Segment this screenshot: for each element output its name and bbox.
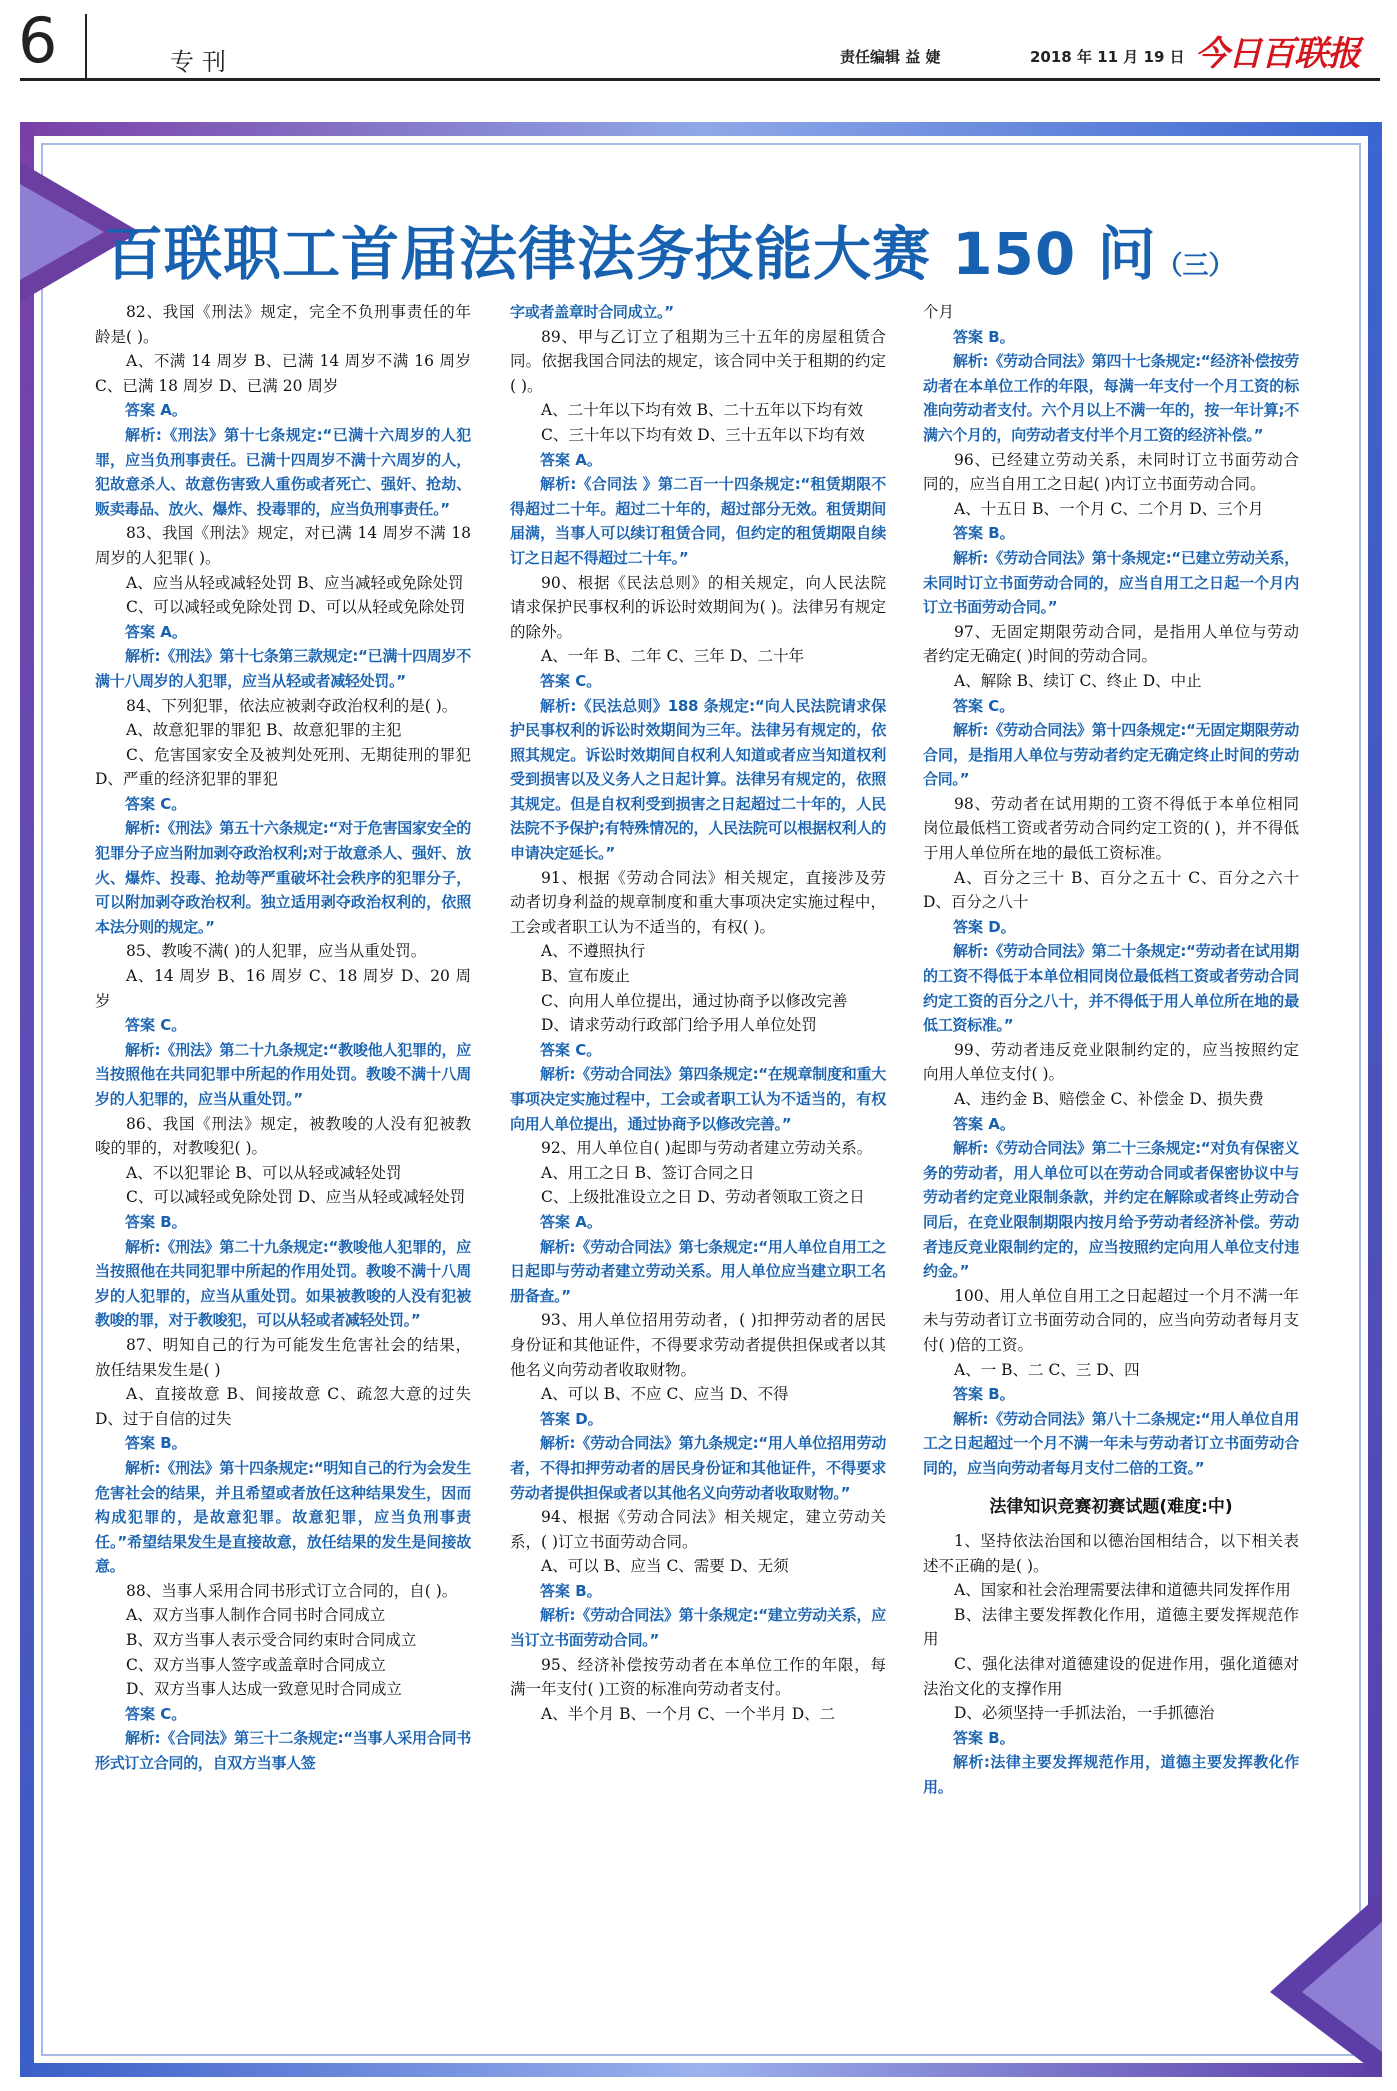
answer-options: A、14 周岁 B、16 周岁 C、18 周岁 D、20 周岁 bbox=[95, 967, 471, 1010]
answer-key: 答案 B。 bbox=[953, 524, 1015, 543]
answer-key: 答案 C。 bbox=[540, 1040, 602, 1059]
answer-options: A、直接故意 B、间接故意 C、疏忽大意的过失 D、过于自信的过失 bbox=[95, 1385, 471, 1428]
explanation: 解析:《民法总则》188 条规定:“向人民法院请求保护民事权利的诉讼时效期间为三年。法律另有规定的，依照其规定。诉讼时效期间自权利人知道或者应当知道权利受到损害以及义务人之日起计算。法律另有规定的，依照其规定。但是自权利受到损害之日起超过二十年的，人民法院不予保护;有特殊情况的，人民法院可以根据权利人的申请决定延长。” bbox=[510, 696, 886, 863]
explanation: 解析:法律主要发挥规范作用，道德主要发挥教化作用。 bbox=[923, 1753, 1299, 1797]
answer-options: C、双方当事人签字或盖章时合同成立 bbox=[126, 1655, 386, 1674]
answer-options: A、国家和社会治理需要法律和道德共同发挥作用 bbox=[954, 1581, 1291, 1600]
answer-options: A、故意犯罪的罪犯 B、故意犯罪的主犯 bbox=[126, 721, 402, 740]
question-text: 89、甲与乙订立了租期为三十五年的房屋租赁合同。依据我国合同法的规定，该合同中关于租期的约定( )。 bbox=[510, 327, 886, 395]
explanation: 解析:《劳动合同法》第四十七条规定:“经济补偿按劳动者在本单位工作的年限，每满一年支付一个月工资的标准向劳动者支付。六个月以上不满一年的，按一年计算;不满六个月的，向劳动者支付半个月工资的经济补偿。” bbox=[923, 352, 1299, 444]
answer-key: 答案 B。 bbox=[953, 1385, 1015, 1404]
answer-options: A、十五日 B、一个月 C、二个月 D、三个月 bbox=[954, 499, 1264, 518]
column-3 bbox=[923, 300, 1299, 1800]
answer-key: 答案 B。 bbox=[953, 327, 1015, 346]
answer-key: 答案 A。 bbox=[953, 1114, 1015, 1133]
question-text: 85、教唆不满( )的人犯罪，应当从重处罚。 bbox=[126, 942, 427, 961]
answer-options: A、不以犯罪论 B、可以从轻或减轻处罚 bbox=[126, 1163, 402, 1182]
explanation: 解析:《合同法》第三十二条规定:“当事人采用合同书形式订立合同的，自双方当事人签 bbox=[95, 1729, 471, 1773]
column-1 bbox=[95, 300, 471, 1776]
answer-key: 答案 C。 bbox=[125, 794, 187, 813]
question-text: 82、我国《刑法》规定，完全不负刑事责任的年龄是( )。 bbox=[95, 303, 471, 346]
answer-key: 答案 A。 bbox=[540, 1212, 602, 1231]
explanation: 解析:《刑法》第五十六条规定:“对于危害国家安全的犯罪分子应当附加剥夺政治权利;对于故意杀人、强奸、放火、爆炸、投毒、抢劫等严重破坏社会秩序的犯罪分子，可以附加剥夺政治权利。独立适用剥夺政治权利的，依照本法分则的规定。” bbox=[95, 819, 471, 936]
explanation: 解析:《劳动合同法》第八十二条规定:“用人单位自用工之日起超过一个月不满一年未与劳动者订立书面劳动合同的，应当向劳动者每月支付二倍的工资。” bbox=[923, 1409, 1299, 1477]
explanation: 解析:《劳动合同法》第四条规定:“在规章制度和重大事项决定实施过程中，工会或者职工认为不适当的，有权向用人单位提出，通过协商予以修改完善。” bbox=[510, 1065, 886, 1133]
question-text: 88、当事人采用合同书形式订立合同的，自( )。 bbox=[126, 1581, 458, 1600]
question-text: 86、我国《刑法》规定，被教唆的人没有犯被教唆的罪的，对教唆犯( )。 bbox=[95, 1114, 471, 1158]
answer-key: 答案 C。 bbox=[125, 1016, 187, 1035]
answer-options: D、双方当事人达成一致意见时合同成立 bbox=[126, 1680, 402, 1699]
answer-key: 答案 D。 bbox=[953, 917, 1016, 936]
header-rule bbox=[20, 78, 1380, 81]
answer-options: A、双方当事人制作合同书时合同成立 bbox=[126, 1606, 386, 1625]
answer-options: A、半个月 B、一个月 C、一个半月 D、二 bbox=[541, 1704, 836, 1723]
answer-key: 答案 D。 bbox=[540, 1409, 603, 1428]
explanation: 解析:《刑法》第十七条规定:“已满十六周岁的人犯罪，应当负刑事责任。已满十四周岁不满十六周岁的人，犯故意杀人、故意伤害致人重伤或者死亡、强奸、抢劫、贩卖毒品、放火、爆炸、投毒罪的，应当负刑事责任。” bbox=[95, 425, 471, 518]
answer-options: A、一年 B、二年 C、三年 D、二十年 bbox=[541, 647, 805, 666]
answer-options: D、请求劳动行政部门给予用人单位处罚 bbox=[541, 1016, 817, 1035]
explanation: 解析:《刑法》第十四条规定:“明知自己的行为会发生危害社会的结果，并且希望或者放任这种结果发生，因而构成犯罪的，是故意犯罪。故意犯罪，应当负刑事责任。”希望结果发生是直接故意，放任结果的发生是间接故意。 bbox=[95, 1458, 471, 1576]
page-number: 6 bbox=[18, 4, 58, 77]
explanation-continued: 字或者盖章时合同成立。” bbox=[510, 303, 674, 321]
explanation: 解析:《劳动合同法》第十条规定:“建立劳动关系，应当订立书面劳动合同。” bbox=[510, 1606, 886, 1650]
question-text: 95、经济补偿按劳动者在本单位工作的年限，每满一年支付( )工资的标准向劳动者支付。 bbox=[510, 1655, 886, 1699]
answer-key: 答案 C。 bbox=[953, 696, 1015, 715]
explanation: 解析:《劳动合同法》第九条规定:“用人单位招用劳动者，不得扣押劳动者的居民身份证和其他证件，不得要求劳动者提供担保或者以其他名义向劳动者收取财物。” bbox=[510, 1434, 886, 1502]
answer-options: A、可以 B、不应 C、应当 D、不得 bbox=[541, 1385, 789, 1404]
headline-part: （三） bbox=[1156, 251, 1235, 281]
header-divider bbox=[85, 14, 87, 78]
explanation: 解析:《劳动合同法》第十四条规定:“无固定期限劳动合同，是指用人单位与劳动者约定无确定终止时间的劳动合同。” bbox=[923, 721, 1299, 789]
answer-options: A、应当从轻或减轻处罚 B、应当减轻或免除处罚 bbox=[126, 573, 464, 592]
editor-credit: 责任编辑 益 婕 bbox=[840, 48, 941, 66]
headline-main: 百联职工首届法律法务技能大赛 150 问 bbox=[105, 220, 1157, 288]
question-text: 91、根据《劳动合同法》相关规定，直接涉及劳动者切身利益的规章制度和重大事项决定实施过程中，工会或者职工认为不适当的，有权( )。 bbox=[510, 868, 886, 936]
answer-options: A、解除 B、续订 C、终止 D、中止 bbox=[954, 671, 1202, 690]
issue-date: 2018 年 11 月 19 日 bbox=[1030, 48, 1185, 66]
question-text: 99、劳动者违反竞业限制约定的，应当按照约定向用人单位支付( )。 bbox=[923, 1040, 1299, 1084]
explanation: 解析:《劳动合同法》第二十三条规定:“对负有保密义务的劳动者，用人单位可以在劳动合同或者保密协议中与劳动者约定竞业限制条款，并约定在解除或者终止劳动合同后，在竞业限制期限内按月给予劳动者经济补偿。劳动者违反竞业限制约定的，应当按照约定向用人单位支付违约金。” bbox=[923, 1139, 1299, 1281]
question-text: 83、我国《刑法》规定，对已满 14 周岁不满 18 周岁的人犯罪( )。 bbox=[95, 524, 471, 567]
answer-options: B、双方当事人表示受合同约束时合同成立 bbox=[126, 1631, 417, 1650]
answer-key: 答案 B。 bbox=[125, 1434, 187, 1453]
answer-key: 答案 B。 bbox=[953, 1728, 1015, 1747]
answer-options: A、二十年以下均有效 B、二十五年以下均有效 bbox=[541, 401, 864, 420]
answer-key: 答案 A。 bbox=[540, 450, 602, 469]
explanation: 解析:《刑法》第二十九条规定:“教唆他人犯罪的，应当按照他在共同犯罪中所起的作用处罚。教唆不满十八周岁的人犯罪的，应当从重处罚。如果被教唆的人没有犯被教唆的罪，对于教唆犯，可以从轻或者减轻处罚。” bbox=[95, 1237, 471, 1330]
answer-options: C、上级批准设立之日 D、劳动者领取工资之日 bbox=[541, 1188, 865, 1207]
explanation: 解析:《劳动合同法》第十条规定:“已建立劳动关系，未同时订立书面劳动合同的，应当自用工之日起一个月内订立书面劳动合同。” bbox=[923, 548, 1299, 617]
answer-options: C、三十年以下均有效 D、三十五年以下均有效 bbox=[541, 425, 865, 444]
question-text: 97、无固定期限劳动合同，是指用人单位与劳动者约定无确定( )时间的劳动合同。 bbox=[923, 622, 1299, 666]
question-text: 93、用人单位招用劳动者，( )扣押劳动者的居民身份证和其他证件，不得要求劳动者提供担保或者以其他名义向劳动者收取财物。 bbox=[510, 1311, 886, 1379]
question-text: 84、下列犯罪，依法应被剥夺政治权利的是( )。 bbox=[126, 696, 458, 715]
answer-options: C、可以减轻或免除处罚 D、可以从轻或免除处罚 bbox=[126, 598, 466, 617]
answer-options: A、百分之三十 B、百分之五十 C、百分之六十 D、百分之八十 bbox=[923, 868, 1299, 912]
answer-options: C、可以减轻或免除处罚 D、应当从轻或减轻处罚 bbox=[126, 1188, 466, 1207]
explanation: 解析:《刑法》第二十九条规定:“教唆他人犯罪的，应当按照他在共同犯罪中所起的作用处罚。教唆不满十八周岁的人犯罪的，应当从重处罚。” bbox=[95, 1040, 471, 1108]
answer-key: 答案 A。 bbox=[125, 622, 187, 641]
answer-key: 答案 B。 bbox=[125, 1212, 187, 1231]
answer-key: 答案 A。 bbox=[125, 401, 187, 420]
answer-key: 答案 C。 bbox=[125, 1704, 187, 1723]
answer-options: C、强化法律对道德建设的促进作用，强化道德对法治文化的支撑作用 bbox=[923, 1655, 1299, 1698]
question-text: 90、根据《民法总则》的相关规定，向人民法院请求保护民事权利的诉讼时效期间为( )。法律另有规定的除外。 bbox=[510, 573, 886, 641]
headline bbox=[105, 210, 1315, 300]
section-heading: 法律知识竞赛初赛试题(难度:中) bbox=[989, 1496, 1233, 1517]
newspaper-logo: 今日百联报 bbox=[1195, 34, 1360, 74]
answer-options: A、违约金 B、赔偿金 C、补偿金 D、损失费 bbox=[954, 1090, 1264, 1108]
answer-options: B、宣布废止 bbox=[541, 967, 630, 986]
answer-options: C、向用人单位提出，通过协商予以修改完善 bbox=[541, 991, 848, 1010]
text-continued: 个月 bbox=[923, 303, 955, 321]
explanation: 解析:《劳动合同法》第二十条规定:“劳动者在试用期的工资不得低于本单位相同岗位最低档工资或者劳动合同约定工资的百分之八十，并不得低于用人单位所在地的最低工资标准。” bbox=[923, 942, 1299, 1035]
question-text: 98、劳动者在试用期的工资不得低于本单位相同岗位最低档工资或者劳动合同约定工资的( )，并不得低于用人单位所在地的最低工资标准。 bbox=[923, 794, 1299, 863]
explanation: 解析:《劳动合同法》第七条规定:“用人单位自用工之日起即与劳动者建立劳动关系。用人单位应当建立职工名册备查。” bbox=[510, 1237, 886, 1305]
answer-options: A、用工之日 B、签订合同之日 bbox=[541, 1163, 755, 1182]
question-text: 87、明知自己的行为可能发生危害社会的结果，放任结果发生是( ) bbox=[95, 1335, 471, 1379]
section-name: 专刊 bbox=[170, 48, 234, 76]
answer-key: 答案 B。 bbox=[540, 1581, 602, 1600]
question-text: 100、用人单位自用工之日起超过一个月不满一年未与劳动者订立书面劳动合同的，应当向劳动者每月支付( )倍的工资。 bbox=[923, 1286, 1299, 1354]
question-text: 96、已经建立劳动关系，未同时订立书面劳动合同的，应当自用工之日起( )内订立书面劳动合同。 bbox=[923, 450, 1299, 494]
answer-key: 答案 C。 bbox=[540, 671, 602, 690]
explanation: 解析:《刑法》第十七条第三款规定:“已满十四周岁不满十八周岁的人犯罪，应当从轻或者减轻处罚。” bbox=[95, 647, 471, 690]
answer-options: C、危害国家安全及被判处死刑、无期徒刑的罪犯 D、严重的经济犯罪的罪犯 bbox=[95, 745, 471, 789]
answer-options: D、必须坚持一手抓法治，一手抓德治 bbox=[954, 1704, 1215, 1723]
question-text: 1、坚持依法治国和以德治国相结合，以下相关表述不正确的是( )。 bbox=[923, 1532, 1299, 1575]
question-text: 94、根据《劳动合同法》相关规定，建立劳动关系，( )订立书面劳动合同。 bbox=[510, 1508, 886, 1551]
explanation: 解析:《合同法 》第二百一十四条规定:“租赁期限不得超过二十年。超过二十年的，超过部分无效。租赁期间届满，当事人可以续订租赁合同，但约定的租赁期限自续订之日起不得超过二十年。” bbox=[510, 475, 886, 567]
answer-options: A、一 B、二 C、三 D、四 bbox=[954, 1360, 1140, 1379]
answer-options: B、法律主要发挥教化作用，道德主要发挥规范作用 bbox=[923, 1605, 1299, 1649]
answer-options: A、可以 B、应当 C、需要 D、无须 bbox=[541, 1557, 789, 1576]
answer-options: A、不满 14 周岁 B、已满 14 周岁不满 16 周岁 C、已满 18 周岁 D、已满 20 周岁 bbox=[95, 352, 471, 395]
answer-options: A、不遵照执行 bbox=[541, 942, 646, 961]
column-2 bbox=[510, 300, 886, 1726]
question-text: 92、用人单位自( )起即与劳动者建立劳动关系。 bbox=[541, 1139, 873, 1158]
